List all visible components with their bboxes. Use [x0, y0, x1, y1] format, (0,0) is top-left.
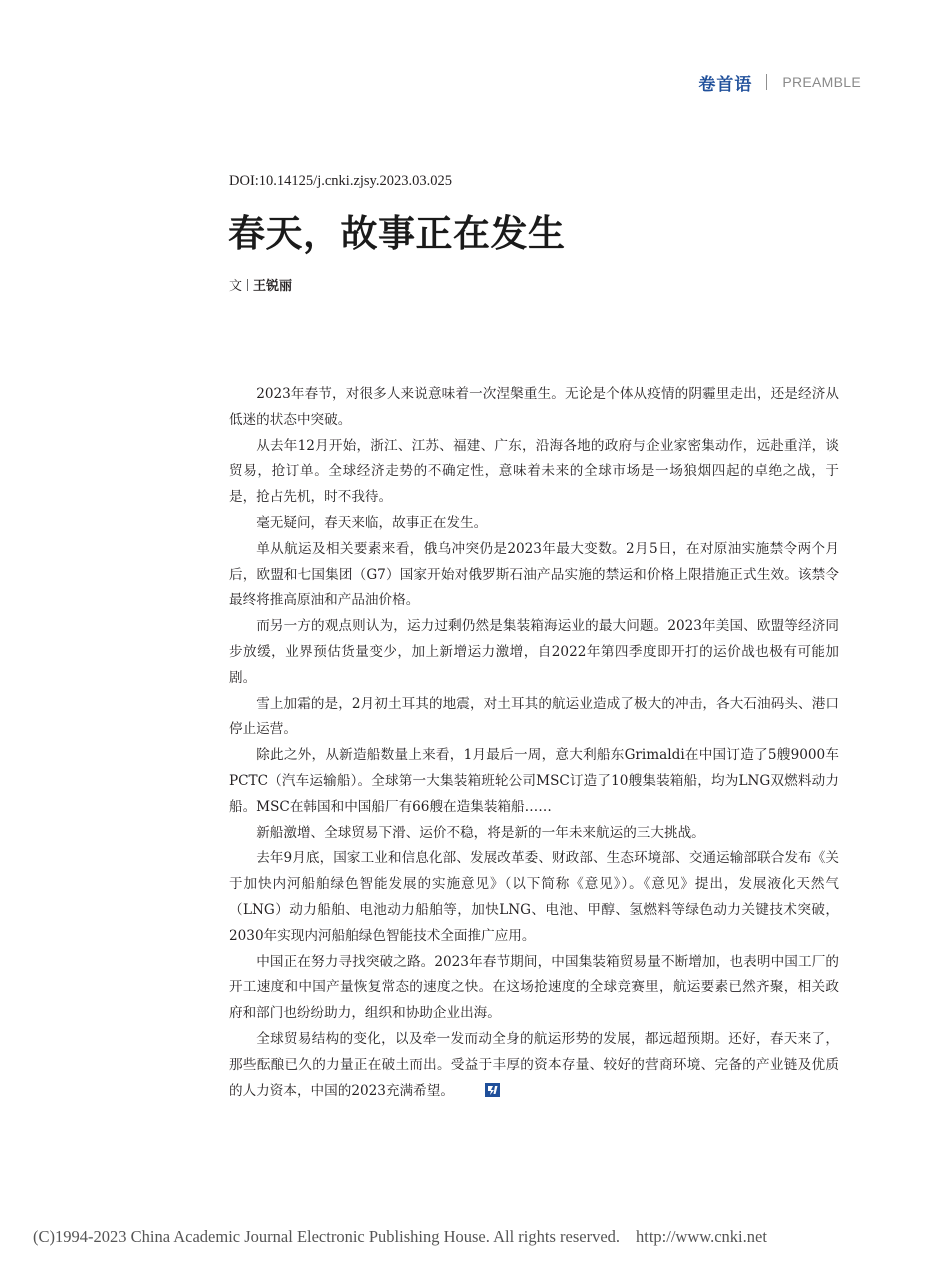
paragraph: 除此之外，从新造船数量上来看，1月最后一周，意大利船东Grimaldi在中国订造了5艘9000车PCTC（汽车运输船）。全球第一大集装箱班轮公司MSC订造了10艘集装箱船，均为LNG双燃料动力船。MSC在韩国和中国船厂有66艘在造集装箱船…… — [229, 747, 839, 815]
paragraph: 新船激增、全球贸易下滑、运价不稳，将是新的一年未来航运的三大挑战。 — [256, 824, 705, 841]
section-title-cn: 卷首语 — [698, 74, 753, 95]
paragraph: 2023年春节，对很多人来说意味着一次涅槃重生。无论是个体从疫情的阴霾里走出，还是经济从低迷的状态中突破。 — [229, 386, 839, 428]
author-prefix: 文 — [229, 279, 243, 294]
paragraph: 去年9月底，国家工业和信息化部、发展改革委、财政部、生态环境部、交通运输部联合发布《关于加快内河船舶绿色智能发展的实施意见》（以下简称《意见》）。《意见》提出，发展液化天然气（LNG）动力船舶、电池动力船舶等，加快LNG、电池、甲醇、氢燃料等绿色动力关键技术突破，2030年实现内河船舶绿色智能技术全面推广应用。 — [229, 850, 839, 944]
footer-url[interactable]: http://www.cnki.net — [636, 1227, 767, 1246]
paragraph-last-text: 全球贸易结构的变化，以及牵一发而动全身的航运形势的发展，都远超预期。还好，春天来了，那些酝酿已久的力量正在破土而出。受益于丰厚的资本存量、较好的营商环境、完备的产业链及优质的人力资本，中国的2023充满希望。 — [229, 1030, 839, 1099]
author-line — [229, 275, 292, 294]
paragraph: 而另一方的观点则认为，运力过剩仍然是集装箱海运业的最大问题。2023年美国、欧盟等经济同步放缓，业界预估货量变少，加上新增运力激增，自2022年第四季度即开打的运价战也极有可能加剧。 — [229, 618, 839, 686]
paragraph: 从去年12月开始，浙江、江苏、福建、广东，沿海各地的政府与企业家密集动作，远赴重洋，谈贸易，抢订单。全球经济走势的不确定性，意味着未来的全球市场是一场狼烟四起的卓绝之战，于是，抢占先机，时不我待。 — [229, 437, 839, 506]
author-name: 王锐丽 — [253, 279, 293, 294]
running-header — [698, 70, 861, 94]
doi-line: DOI:10.14125/j.cnki.zjsy.2023.03.025 — [229, 173, 452, 189]
header-divider — [766, 74, 767, 90]
section-title-en: PREAMBLE — [782, 74, 861, 90]
article-body — [229, 382, 839, 1106]
paragraph-last — [229, 1027, 839, 1106]
article-title: 春天，故事正在发生 — [228, 211, 566, 255]
copyright-text: (C)1994-2023 China Academic Journal Electronic Publishing House. All rights reserved. — [33, 1227, 621, 1246]
paragraph: 雪上加霜的是，2月初土耳其的地震，对土耳其的航运业造成了极大的冲击，各大石油码头、港口停止运营。 — [229, 695, 839, 738]
journal-logo-end-mark-icon — [458, 1081, 500, 1107]
paragraph: 毫无疑问，春天来临，故事正在发生。 — [256, 514, 488, 531]
author-divider — [247, 279, 248, 291]
paragraph: 中国正在努力寻找突破之路。2023年春节期间，中国集装箱贸易量不断增加，也表明中国工厂的开工速度和中国产量恢复常态的速度之快。在这场抢速度的全球竞赛里，航运要素已然齐聚，相关政府和部门也纷纷助力，组织和协助企业出海。 — [229, 953, 839, 1022]
paragraph: 单从航运及相关要素来看，俄乌冲突仍是2023年最大变数。2月5日，在对原油实施禁令两个月后，欧盟和七国集团（G7）国家开始对俄罗斯石油产品实施的禁运和价格上限措施正式生效。该禁令最终将推高原油和产品油价格。 — [229, 540, 839, 609]
copyright-footer — [33, 1227, 767, 1247]
